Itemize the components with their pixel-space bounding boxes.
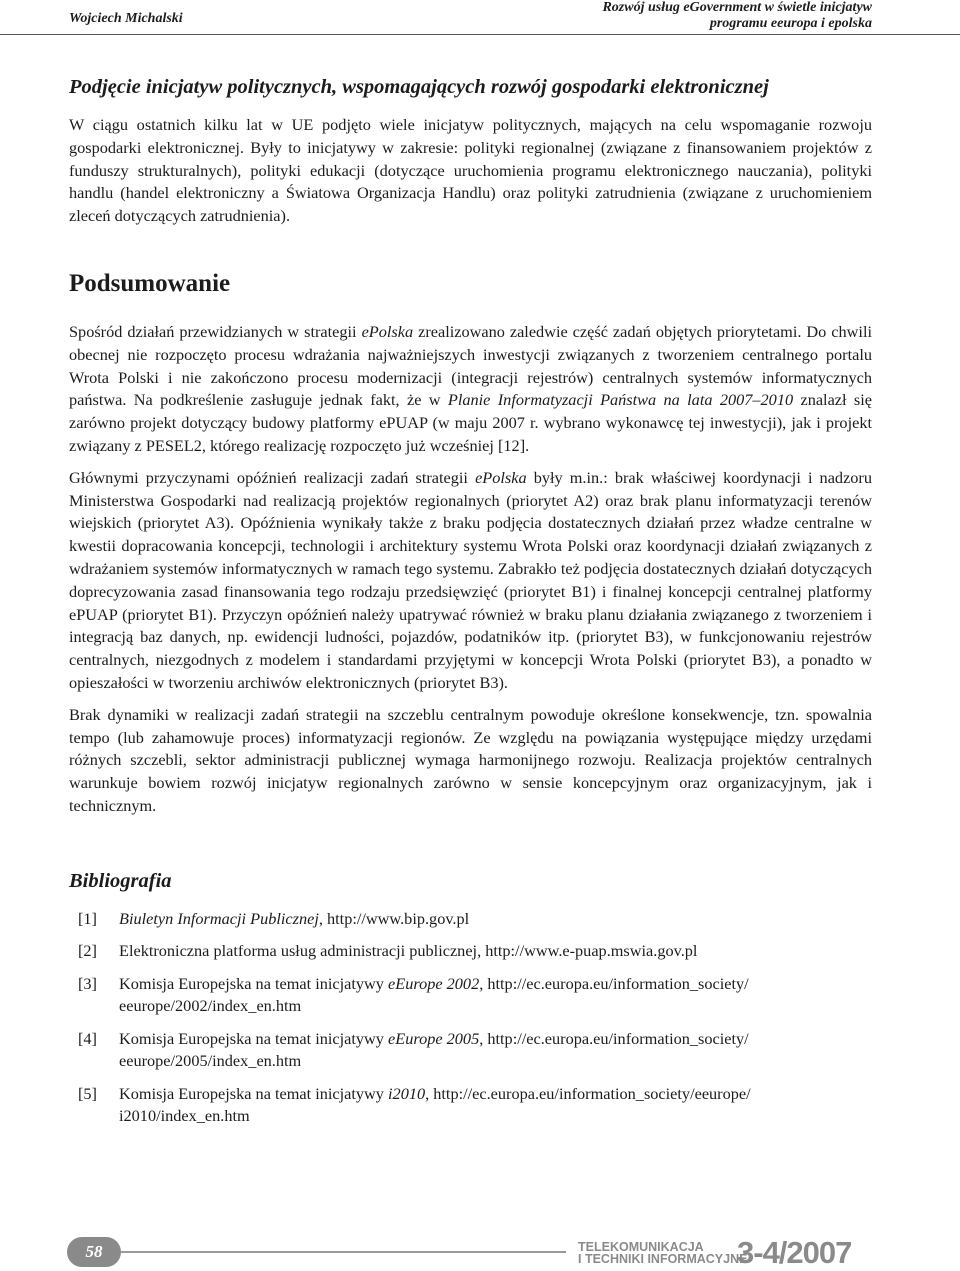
article-body [69,74,872,1138]
page-footer [0,1237,960,1271]
section-heading-bibliography: Bibliografia [69,869,172,892]
paragraph-initiatives [69,114,872,228]
bib-number: [1] [78,908,97,928]
bibliography-list [69,908,872,1128]
bib-number: [2] [78,941,97,961]
bib-number: [4] [78,1028,97,1048]
p1-text-c: zrealizowano zaledwie część zadań objętych priorytetami. Do chwili obecnej nie rozpoczęto procesu wdrażania najważniejszych inwestycji związanych z tworzeniem centralnego portalu Wrota Polski i nie zakończono procesu modernizacji (integracji rejestrów) centralnych systemów informatycznych państwa. Na podkreślenie zasługuje jednak fakt, że w [69,321,872,410]
header-author: Wojciech Michalski [69,11,183,26]
header-title-line2: programu eeuropa i epolska [709,16,872,31]
bib-entry [119,973,872,1018]
bib-url-text[interactable]: , http://ec.europa.eu/information_society/ eeurope/2002/index_en.htm [119,973,749,1016]
paragraph-summary-1 [69,321,872,458]
bib-entry[interactable]: Elektroniczna platforma usług administracji publicznej, http://www.e-puap.mswia.gov.pl [119,941,698,961]
paragraph-summary-3: Brak dynamiki w realizacji zadań strategii na szczeblu centralnym powoduje określone konsekwencje, tzn. spowalnia tempo (lub zahamowuje proces) informatyzacji regionów. Ze względu na powiązania występujące między urzędami różnych szczebli, sektor administracji publicznej wymaga harmonijnego rozwoju. Realizacja projektów centralnych warunkuje bowiem rozwój inicjatyw regionalnych zarówno w sensie koncepcyjnym oraz organizacyjnym, jak i technicznym. [69,704,872,815]
bibliography-item [69,940,872,963]
bib-title: i2010 [388,1083,426,1103]
journal-name-line1: TELEKOMUNIKACJA [578,1240,704,1254]
bibliography-item [69,1083,872,1128]
bibliography-item [69,908,872,931]
bib-pre-text: Komisja Europejska na temat inicjatywy [119,1083,389,1103]
bib-title: eEurope 2002 [388,973,480,993]
section-heading-initiatives: Podjęcie inicjatyw politycznych, wspomagających rozwój gospodarki elektronicznej [69,76,769,98]
paragraph-summary-2 [69,467,872,695]
section-spacer [69,237,872,269]
section-heading-summary: Podsumowanie [69,269,231,297]
bib-url-text[interactable]: , http://ec.europa.eu/information_society/eeurope/ i2010/index_en.htm [119,1083,751,1126]
journal-issue: 3-4/2007 [737,1235,852,1270]
p1-text-e: znalazł się zarówno projekt dotyczący budowy platformy ePUAP (w maju 2007 r. wybrano wykonawcę tej inwestycji), jak i projekt związany z PESEL2, którego realizację rozpoczęto już wcześniej [12]. [69,390,872,455]
bib-entry [119,1083,872,1128]
bib-entry [119,1028,872,1073]
section-spacer [69,827,872,868]
p1-text-a: Spośród działań przewidzianych w strategii [69,321,362,341]
header-divider [0,34,960,35]
bib-title: Biuletyn Informacji Publicznej [119,908,319,928]
bib-pre-text: Komisja Europejska na temat inicjatywy [119,1028,389,1048]
paragraph-initiatives-part-b: finansowaniem projektów z funduszy strukturalnych), polityki edukacji (dotyczące uruchomienia programu elektronicznego nauczania), polityki handlu (handel elektroniczny a Światowa Organizacja Handlu) oraz polityki zatrudnienia (związane z uruchomieniem zleceń dotyczących zatrudnienia). [69,137,872,226]
bib-title: eEurope 2005 [388,1028,480,1048]
journal-name-line2: I TECHNIKI INFORMACYJNE [578,1252,748,1266]
bibliography-item [69,1028,872,1073]
p1-strategy-name: ePolska [361,321,414,341]
bibliography-item [69,973,872,1018]
bib-url-text[interactable]: , http://ec.europa.eu/information_society/ eeurope/2005/index_en.htm [119,1028,749,1071]
bib-number: [3] [78,973,97,993]
footer-divider [121,1251,566,1253]
p2-strategy-name: ePolska [475,467,527,487]
bib-pre-text: Komisja Europejska na temat inicjatywy [119,973,389,993]
paragraph-initiatives-part-a: W ciągu ostatnich kilku lat w UE podjęto wiele inicjatyw politycznych, mających na celu wspomaganie rozwoju gospodarki elektronicznej. Były to inicjatywy w zakresie: polityki regionalnej (związane z [69,115,872,157]
bib-number: [5] [78,1083,97,1103]
header-title-line1: Rozwój usług eGovernment w świetle inicjatyw [602,0,872,15]
header-article-title [602,0,872,32]
running-head [0,0,960,36]
page-number-badge: 58 [67,1237,121,1267]
p1-plan-title: Planie Informatyzacji Państwa na lata 2007–2010 [447,390,794,410]
bib-url-text[interactable]: , http://www.bip.gov.pl [318,908,470,928]
journal-name [578,1241,747,1265]
p2-text-a: Głównymi przyczynami opóźnień realizacji zadań strategii [69,467,476,487]
bib-entry [119,908,872,931]
p2-text-c: były m.in.: brak właściwej koordynacji i nadzoru Ministerstwa Gospodarki nad realizacją projektów regionalnych (priorytet A2) oraz brak planu informatyzacji terenów wiejskich (priorytet A3). Opóźnienia wynikały także z braku podjęcia dostatecznych działań przez władze centralne w kwestii dopracowania koncepcji, technologii i architektury systemu Wrota Polski oraz koordynacji działań związanych z wdrażaniem systemów informatycznych w ramach tego systemu. Zabrakło też podjęcia dostatecznych działań dotyczących doprecyzowania zasad finansowania tego rodzaju przedsięwzięć (priorytet B1) i finalnej koncepcji centralnej platformy ePUAP (priorytet B1). Przyczyn opóźnień należy upatrywać również w braku planu działania związanego z tworzeniem i integracją baz danych, np. ewidencji ludności, pojazdów, podatników itp. (priorytet B3), w funkcjonowaniu rejestrów centralnych, niezgodnych z modelem i standardami przyjętymi w koncepcji Wrota Polski (priorytet B3), a ponadto w opieszałości w tworzeniu archiwów elektronicznych (priorytet B3). [69,467,872,692]
